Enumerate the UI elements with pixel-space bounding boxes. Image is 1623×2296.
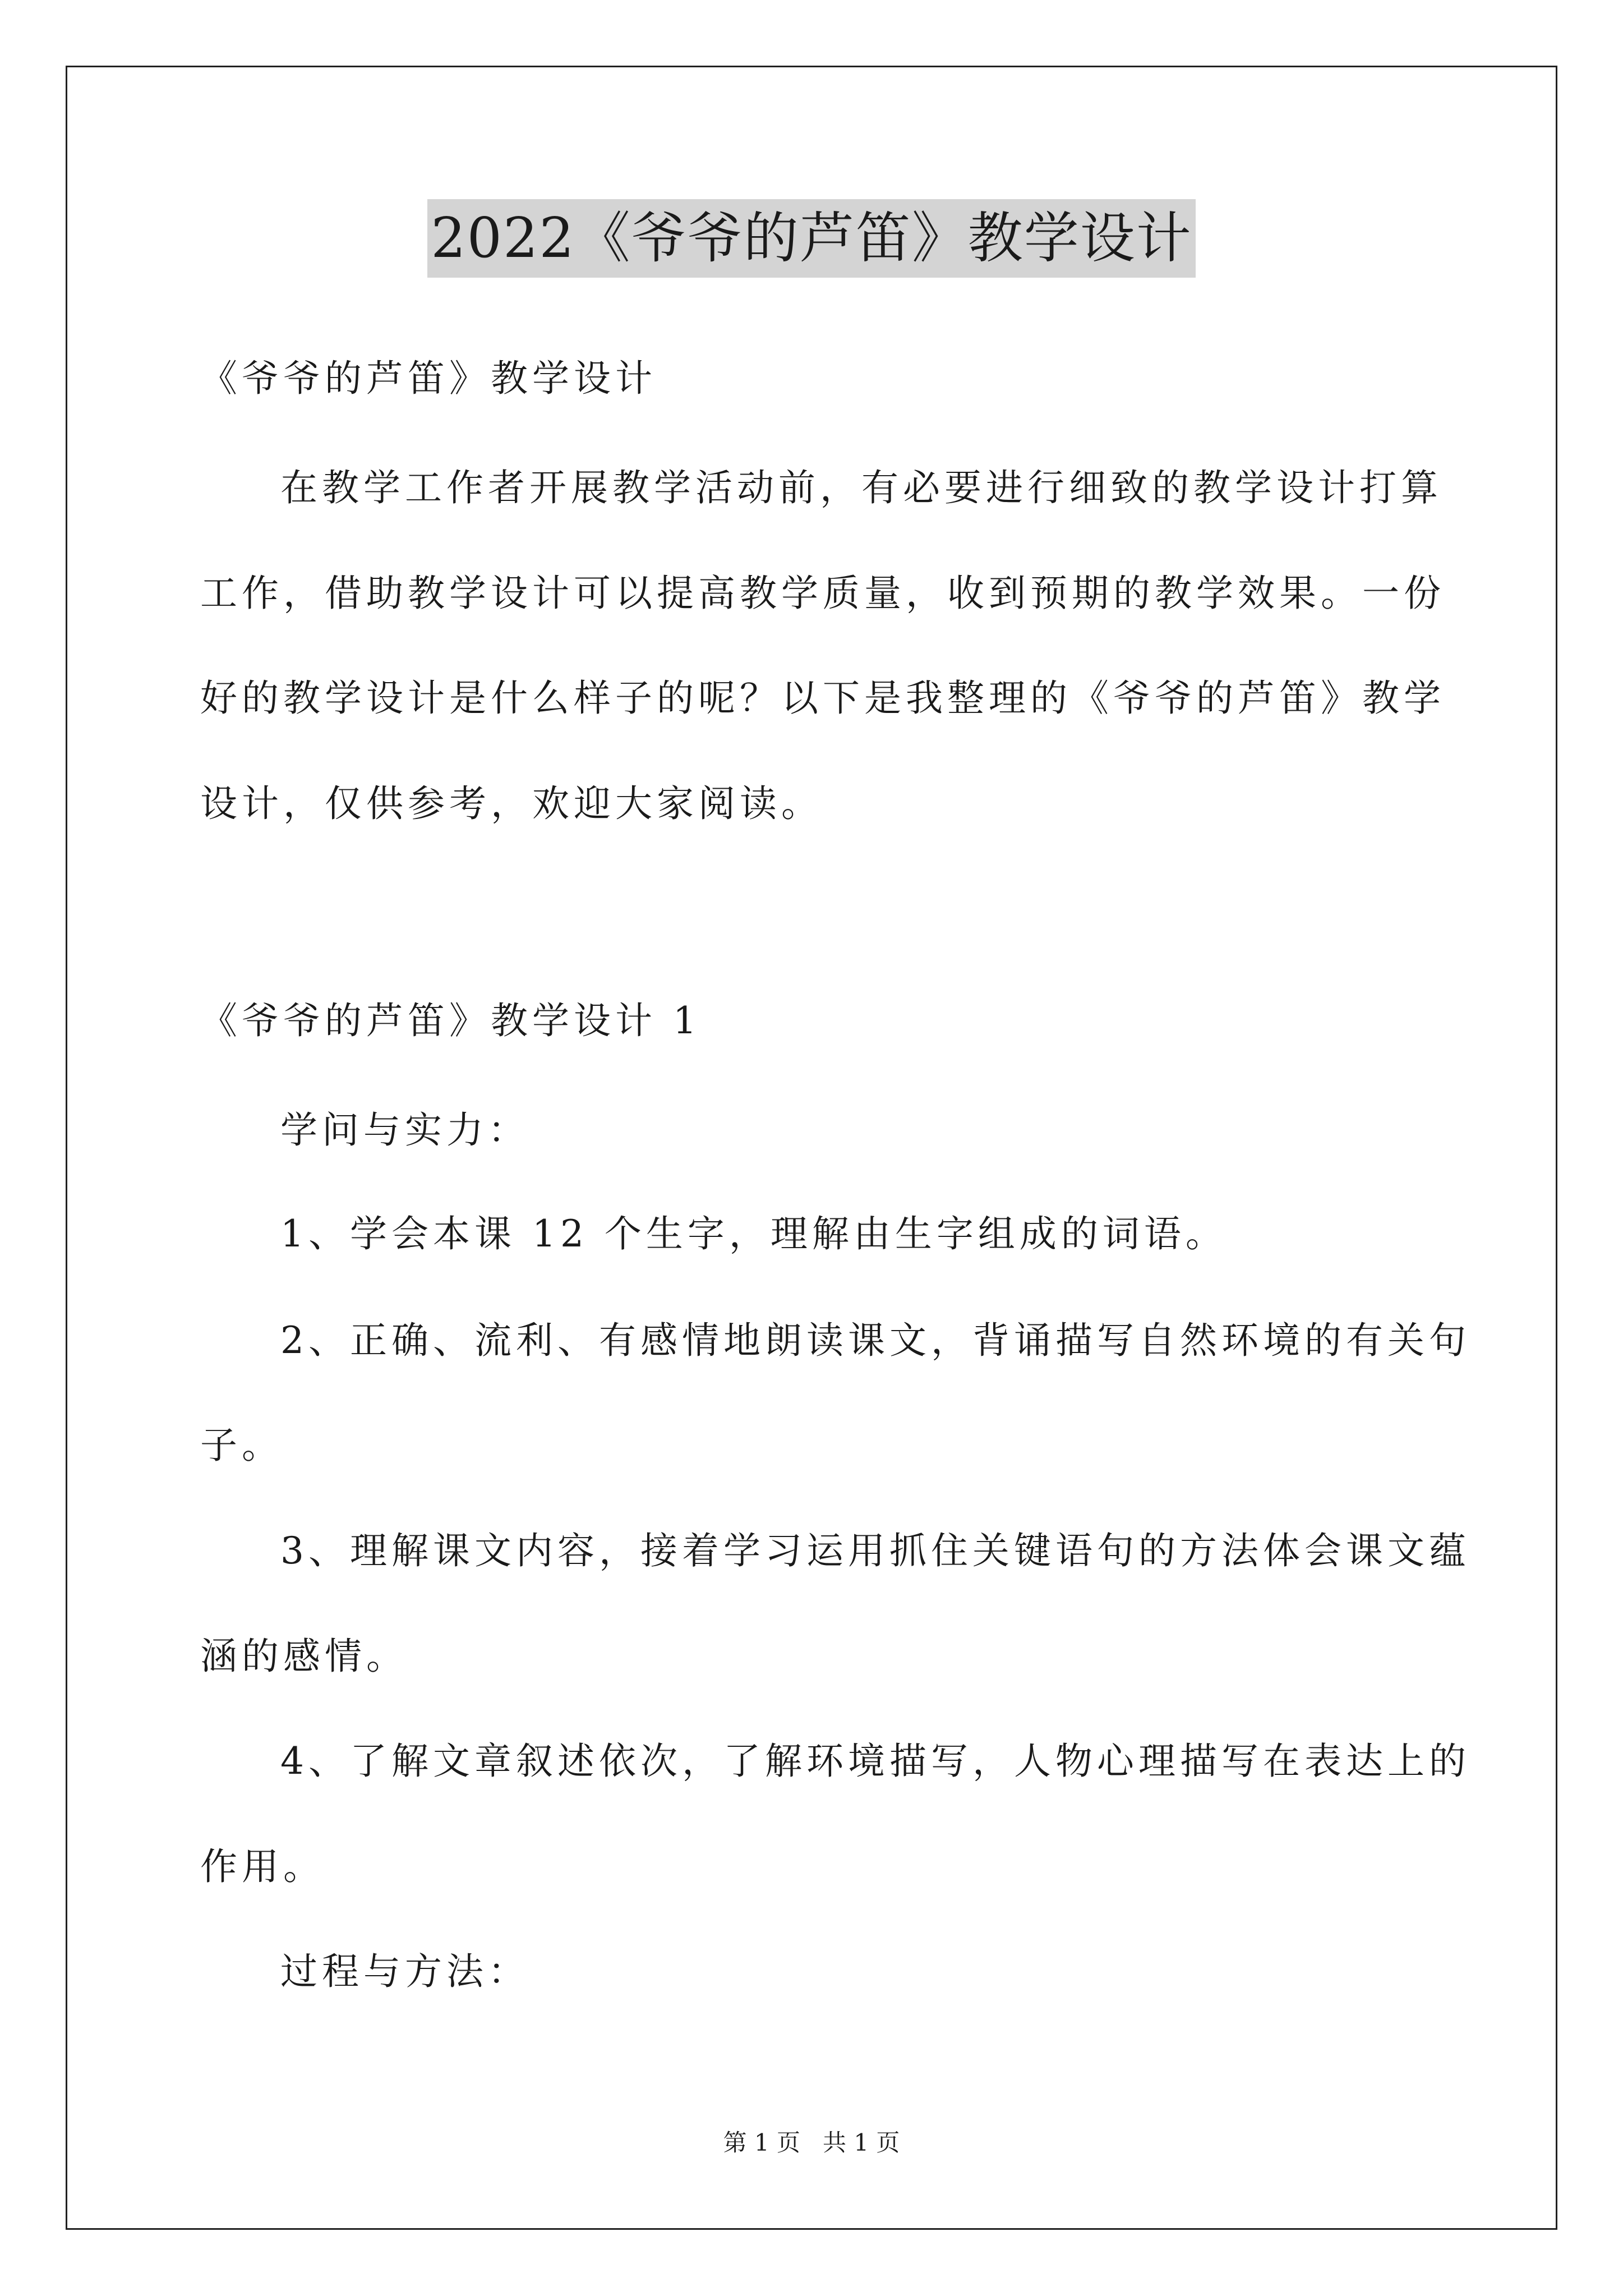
- paragraph-line: 作用。: [200, 1845, 325, 1888]
- page-footer: [0, 2126, 1623, 2160]
- paragraph-line: 子。: [200, 1424, 283, 1467]
- page-total: 共 1 页: [823, 2129, 900, 2156]
- paragraph-line: 过程与方法：: [280, 1950, 529, 1993]
- title-container: [0, 199, 1623, 278]
- paragraph-line: 4、了解文章叙述依次，了解环境描写，人物心理描写在表达上的: [280, 1740, 1470, 1783]
- paragraph-line: 设计，仅供参考，欢迎大家阅读。: [200, 782, 823, 825]
- document-title: 2022《爷爷的芦笛》教学设计: [427, 199, 1195, 278]
- paragraph-line: 工作，借助教学设计可以提高教学质量，收到预期的教学效果。一份: [200, 572, 1445, 615]
- section-heading: 《爷爷的芦笛》教学设计 1: [200, 999, 701, 1042]
- paragraph-line: 学问与实力：: [280, 1108, 529, 1152]
- page-number: 第 1 页: [723, 2129, 800, 2156]
- paragraph-line: 1、学会本课 12 个生字，理解由生字组成的词语。: [280, 1212, 1227, 1255]
- paragraph-line: 3、理解课文内容，接着学习运用抓住关键语句的方法体会课文蕴: [280, 1529, 1470, 1572]
- paragraph-line: 2、正确、流利、有感情地朗读课文，背诵描写自然环境的有关句: [280, 1319, 1470, 1362]
- subtitle-line: 《爷爷的芦笛》教学设计: [200, 357, 657, 400]
- paragraph-line: 涵的感情。: [200, 1635, 408, 1678]
- paragraph-line: 在教学工作者开展教学活动前，有必要进行细致的教学设计打算: [280, 466, 1442, 509]
- paragraph-line: 好的教学设计是什么样子的呢？以下是我整理的《爷爷的芦笛》教学: [200, 677, 1445, 720]
